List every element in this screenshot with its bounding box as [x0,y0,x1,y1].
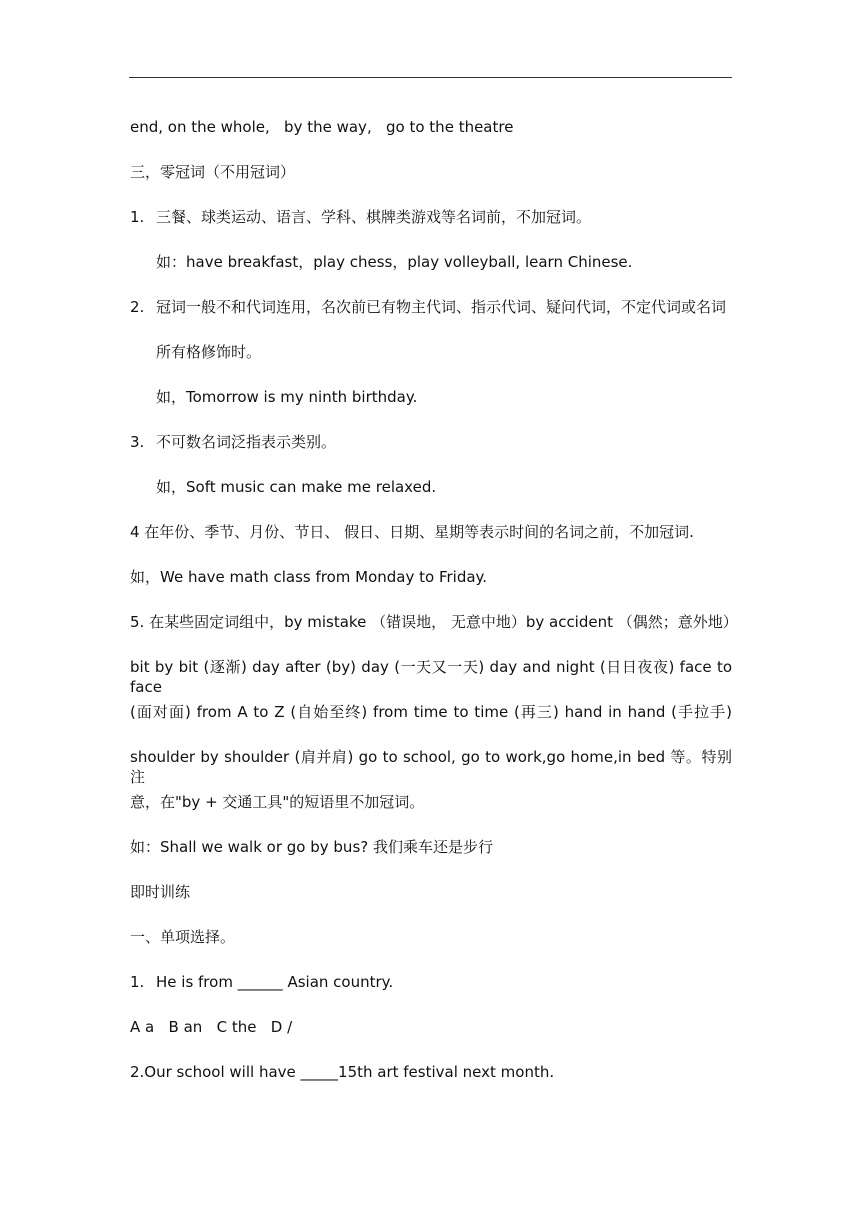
question-item [130,972,732,992]
text-line: 意，在"by + 交通工具"的短语里不加冠词。 [130,793,425,811]
answer-options: A a B an C the D / [130,1018,293,1036]
list-item-text: 冠词一般不和代词连用，名次前已有物主代词、指示代词、疑问代词，不定代词或名词 [156,298,727,316]
text-line: (面对面) from A to Z (自始至终) from time to time (再三) hand in hand (手拉手) [130,703,732,721]
text-line: end, on the whole, by the way, go to the theatre [130,118,514,136]
text-line: 5. 在某些固定词组中，by mistake （错误地， 无意中地）by accident （偶然；意外地） [130,613,738,631]
text-line: bit by bit (逐渐) day after (by) day (一天又一天) day and night (日日夜夜) face to face [130,658,732,696]
list-item [130,297,732,317]
section-heading-practice: 即时训练 [130,883,191,901]
question-item: 2.Our school will have _____15th art festival next month. [130,1063,555,1081]
example-line: 如：Shall we walk or go by bus? 我们乘车还是步行 [130,838,493,856]
list-item [130,432,732,452]
section-heading-zero-article: 三，零冠词（不用冠词） [130,163,296,181]
list-item [130,207,732,227]
list-item-continuation: 所有格修饰时。 [156,343,262,361]
example-line: 如，Tomorrow is my ninth birthday. [156,388,418,406]
list-number: 2. [130,298,145,316]
question-number: 1. [130,973,145,991]
list-number: 1. [130,208,145,226]
example-line: 如，Soft music can make me relaxed. [156,478,437,496]
header-rule [129,77,732,78]
text-line: 4 在年份、季节、月份、节日、 假日、日期、星期等表示时间的名词之前，不加冠词. [130,523,694,541]
example-line: 如：have breakfast，play chess，play volleyball, learn Chinese. [156,253,633,271]
list-item-text: 三餐、球类运动、语言、学科、棋牌类游戏等名词前，不加冠词。 [156,208,592,226]
question-text: He is from ______ Asian country. [156,973,394,991]
text-line: shoulder by shoulder (肩并肩) go to school, go to work,go home,in bed 等。特别注 [130,748,732,786]
section-heading-multiple-choice: 一、单项选择。 [130,928,236,946]
list-number: 3. [130,433,145,451]
example-line: 如，We have math class from Monday to Friday. [130,568,488,586]
list-item-text: 不可数名词泛指表示类别。 [156,433,337,451]
